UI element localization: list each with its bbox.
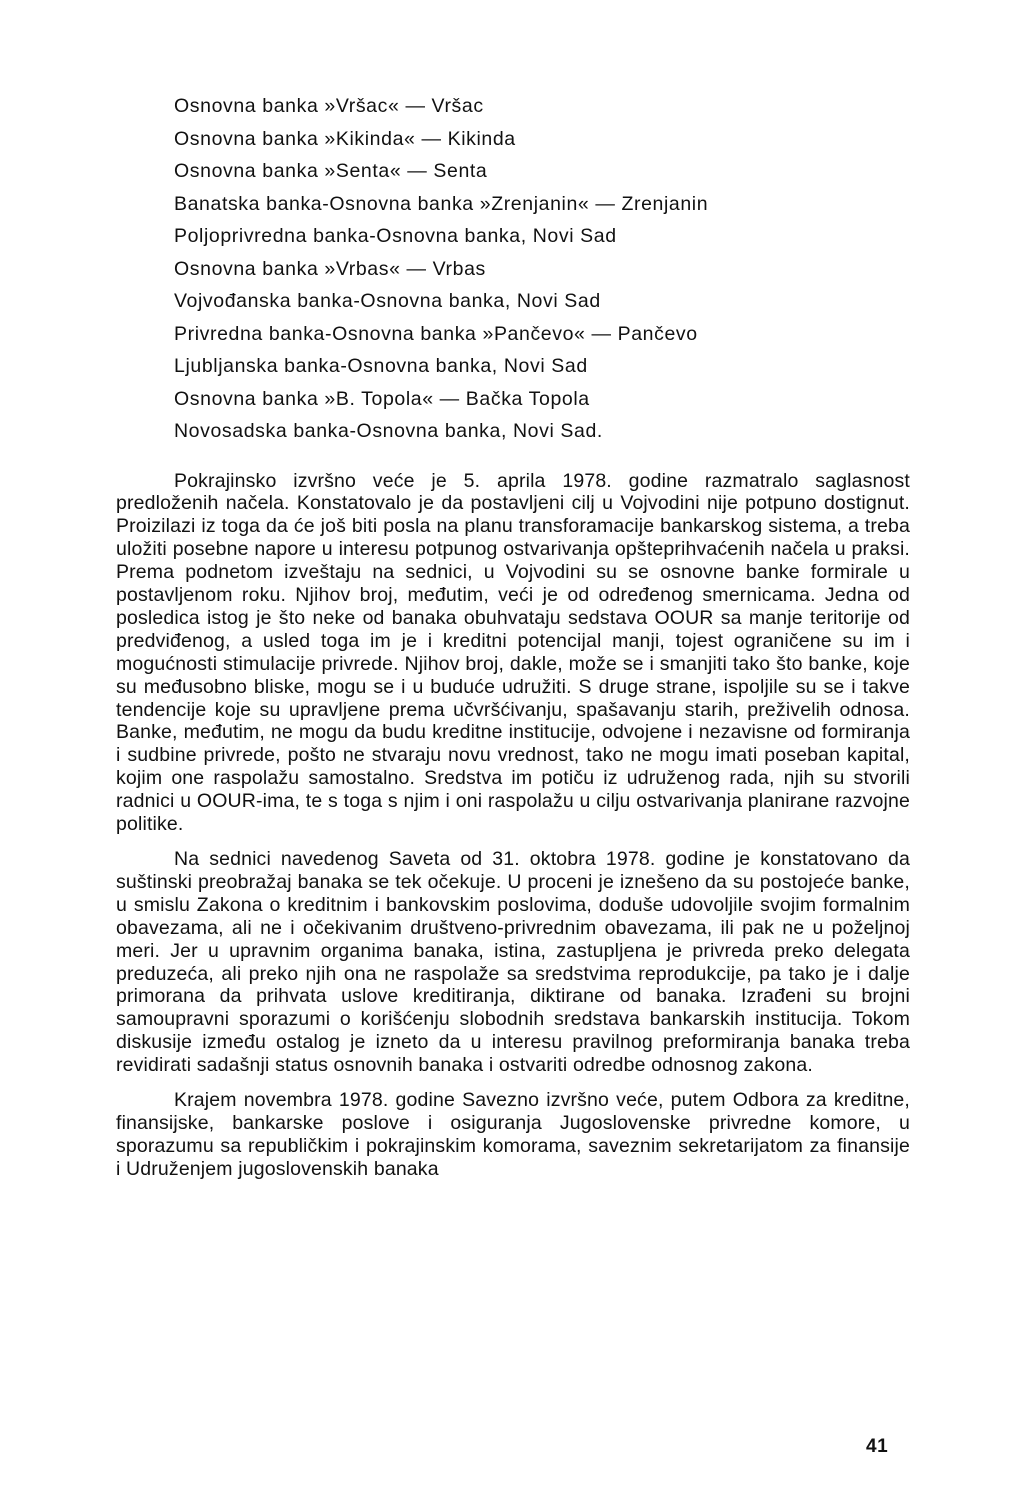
bank-list-item: Ljubljanska banka-Osnovna banka, Novi Sad [174, 355, 588, 377]
bank-list-item: Osnovna banka »Kikinda« — Kikinda [174, 127, 516, 150]
bank-list-item: Osnovna banka »Vrbas« — Vrbas [174, 257, 486, 280]
bank-list-item: Privredna banka-Osnovna banka »Pančevo« — Pančevo [174, 322, 698, 345]
bank-list-item: Osnovna banka »Vršac« — Vršac [174, 95, 484, 117]
bank-list-item: Osnovna banka »Senta« — Senta [174, 160, 488, 182]
bank-list-item: Vojvođanska banka-Osnovna banka, Novi Sad [174, 290, 601, 312]
body-paragraph: Krajem novembra 1978. godine Savezno izvršno veće, putem Odbora za kreditne, finansijske, bankarske poslove i osiguranja Jugoslovenske privredne komore, u sporazumu sa republičkim i pokrajinskim komorama, saveznim sekretarijatom za finansije i Udruženjem jugoslovenskih banaka [116, 1089, 910, 1180]
body-paragraph: Na sednici navedenog Saveta od 31. oktobra 1978. godine je konstatovano da suštinski preobražaj banaka se tek očekuje. U proceni je iznešeno da su postojeće banke, u smislu Zakona o kreditnim i bankovskim poslovima, doduše udovoljile svojim formalnim obavezama, ali ne i očekivanim društveno-privrednim obavezama, ili pak ne u poželjnoj meri. Jer u upravnim organima banaka, istina, zastupljena je privreda preko delegata preduzeća, ali preko njih ona ne raspolaže sa sredstvima reprodukcije, pa tako je i dalje primorana da prihvata uslove kreditiranja, diktirane od banaka. Izrađeni su brojni samoupravni sporazumi o korišćenju slobodnih sredstava bankarskih institucija. Tokom diskusije između ostalog je izneto da u interesu pravilnog preformiranja banaka treba revidirati sadašnji status osnovnih banaka i ostvariti odredbe odnosnog zakona. [116, 848, 910, 1077]
bank-list-item: Poljoprivredna banka-Osnovna banka, Novi Sad [174, 225, 617, 247]
bank-list [174, 90, 910, 448]
bank-list-item: Banatska banka-Osnovna banka »Zrenjanin« — Zrenjanin [174, 192, 709, 215]
page-body [116, 90, 910, 1181]
body-paragraph: Pokrajinsko izvršno veće je 5. aprila 1978. godine razmatralo saglasnost predloženih načela. Konstatovalo je da postavljeni cilj u Vojvodini nije potpuno dostignut. Proizilazi iz toga da će još biti posla na planu transforamacije bankarskog sistema, a treba uložiti posebne napore u interesu potpunog ostvarivanja opšteprihvaćenih načela u praksi. Prema podnetom izveštaju na sednici, u Vojvodini su se osnovne banke formirale u postavljenom roku. Njihov broj, međutim, veći je od određenog smernicama. Jedna od posledica istog je što neke od banaka obuhvataju sedstava OOUR sa manje teritorije od predviđenog, a usled toga im je i kreditni potencijal manji, tojest ograničene su im i mogućnosti stimulacije privrede. Njihov broj, dakle, može se i smanjiti tako što banke, koje su međusobno bliske, mogu se i u buduće udružiti. S druge strane, ispoljile su se i takve tendencije koje su upravljene prema učvršćivanju, spašavanju starih, preživelih odnosa. Banke, međutim, ne mogu da budu kreditne institucije, odvojene i nezavisne od formiranja i sudbine privrede, pošto ne stvaraju novu vrednost, tako ne mogu imati poseban kapital, kojim one raspolažu samostalno. Sredstva im potiču iz udruženog rada, njih su stvorili radnici u OOUR-ima, te s toga s njim i oni raspolažu u cilju ostvarivanja planirane razvojne politike. [116, 469, 910, 836]
bank-list-item: Osnovna banka »B. Topola« — Bačka Topola [174, 387, 590, 410]
bank-list-item: Novosadska banka-Osnovna banka, Novi Sad. [174, 420, 603, 442]
page-number: 41 [866, 1436, 889, 1457]
